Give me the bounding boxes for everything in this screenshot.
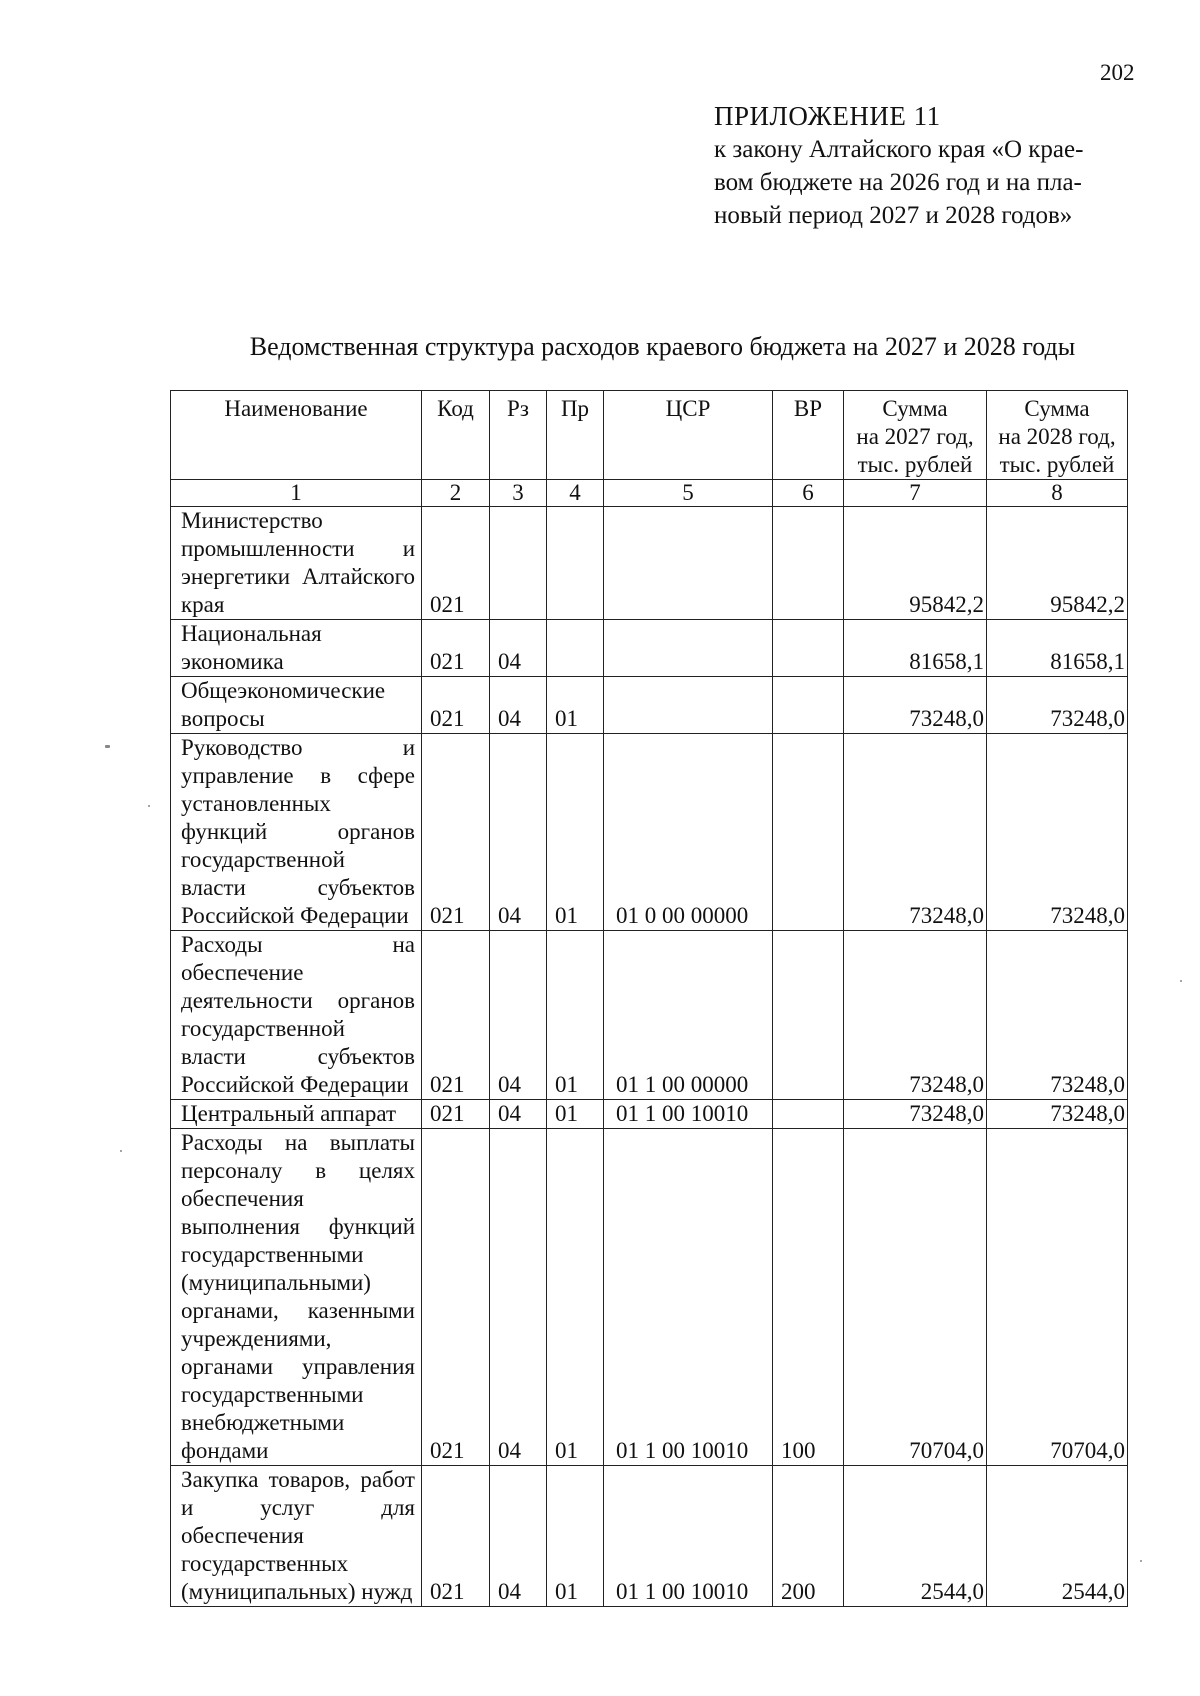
row-sum-2027: 73248,0 (844, 1100, 987, 1129)
appendix-title: ПРИЛОЖЕНИЕ 11 (714, 101, 941, 131)
row-sum-2028: 73248,0 (987, 931, 1128, 1100)
appendix-line: к закону Алтайского края «О крае- (714, 136, 1084, 163)
row-vr (773, 1100, 844, 1129)
row-code: 021 (422, 507, 490, 620)
row-rz: 04 (490, 677, 547, 734)
row-name: Закупка товаров, работ и услуг для обеспечения государственных (муниципальных) нужд (171, 1466, 422, 1607)
column-number: 5 (604, 480, 773, 507)
row-pr: 01 (547, 1100, 604, 1129)
row-name: Общеэкономические вопросы (171, 677, 422, 734)
row-csr: 01 1 00 10010 (604, 1129, 773, 1466)
column-number: 2 (422, 480, 490, 507)
table-row (171, 677, 1128, 734)
column-number: 8 (987, 480, 1128, 507)
row-rz: 04 (490, 1129, 547, 1466)
row-sum-2027: 2544,0 (844, 1466, 987, 1607)
row-name: Расходы на выплаты персоналу в целях обеспечения выполнения функций государственными (муниципальными) органами, казенными учреждениями, органами управления государственными внебюджетными фондами (171, 1129, 422, 1466)
appendix-line: новый период 2027 и 2028 годов» (714, 202, 1073, 229)
header-name: Наименование (171, 391, 422, 480)
row-rz: 04 (490, 1100, 547, 1129)
column-number: 6 (773, 480, 844, 507)
row-name: Руководство и управление в сфере установленных функций органов государственной власти субъектов Российской Федерации (171, 734, 422, 931)
row-vr (773, 677, 844, 734)
column-number: 3 (490, 480, 547, 507)
page-number: 202 (1100, 60, 1135, 85)
row-sum-2028: 70704,0 (987, 1129, 1128, 1466)
row-csr (604, 507, 773, 620)
table-row (171, 1129, 1128, 1466)
row-sum-2027: 73248,0 (844, 677, 987, 734)
table-row (171, 1100, 1128, 1129)
header-sum-2028 (987, 391, 1128, 480)
row-name: Министерство промышленности и энергетики Алтайского края (171, 507, 422, 620)
header-rz: Рз (490, 391, 547, 480)
header-sum-2028-line: Сумма (1024, 396, 1090, 421)
column-number: 7 (844, 480, 987, 507)
row-csr: 01 1 00 10010 (604, 1466, 773, 1607)
column-number: 1 (171, 480, 422, 507)
row-sum-2027: 73248,0 (844, 734, 987, 931)
scan-speck (1140, 1560, 1142, 1562)
row-rz (490, 507, 547, 620)
header-code: Код (422, 391, 490, 480)
header-sum-2027-line: тыс. рублей (857, 452, 973, 477)
row-rz: 04 (490, 620, 547, 677)
scan-speck (1180, 980, 1182, 982)
header-sum-2027-line: на 2027 год, (856, 424, 974, 449)
row-code: 021 (422, 1466, 490, 1607)
scan-speck (148, 805, 150, 807)
row-pr: 01 (547, 1129, 604, 1466)
header-sum-2028-line: на 2028 год, (998, 424, 1116, 449)
row-csr: 01 1 00 10010 (604, 1100, 773, 1129)
header-vr: ВР (773, 391, 844, 480)
row-sum-2028: 95842,2 (987, 507, 1128, 620)
row-pr: 01 (547, 734, 604, 931)
row-vr: 100 (773, 1129, 844, 1466)
row-sum-2027: 95842,2 (844, 507, 987, 620)
row-sum-2027: 73248,0 (844, 931, 987, 1100)
row-vr: 200 (773, 1466, 844, 1607)
header-row (171, 391, 1128, 480)
table-row (171, 1466, 1128, 1607)
row-sum-2027: 70704,0 (844, 1129, 987, 1466)
header-sum-2027 (844, 391, 987, 480)
row-csr (604, 620, 773, 677)
row-vr (773, 734, 844, 931)
budget-table (170, 390, 1128, 1607)
row-code: 021 (422, 931, 490, 1100)
row-code: 021 (422, 677, 490, 734)
appendix-line: вом бюджете на 2026 год и на пла- (714, 169, 1082, 196)
row-pr: 01 (547, 1466, 604, 1607)
row-pr (547, 507, 604, 620)
row-sum-2028: 81658,1 (987, 620, 1128, 677)
row-pr: 01 (547, 677, 604, 734)
row-code: 021 (422, 1100, 490, 1129)
row-csr (604, 677, 773, 734)
row-rz: 04 (490, 931, 547, 1100)
row-name: Расходы на обеспечение деятельности органов государственной власти субъектов Российской Федерации (171, 931, 422, 1100)
row-vr (773, 620, 844, 677)
row-sum-2028: 73248,0 (987, 734, 1128, 931)
row-code: 021 (422, 1129, 490, 1466)
row-rz: 04 (490, 1466, 547, 1607)
header-sum-2028-line: тыс. рублей (999, 452, 1115, 477)
row-code: 021 (422, 620, 490, 677)
row-vr (773, 507, 844, 620)
column-number-row (171, 480, 1128, 507)
column-number: 4 (547, 480, 604, 507)
appendix-block (714, 100, 1154, 232)
row-rz: 04 (490, 734, 547, 931)
row-sum-2028: 2544,0 (987, 1466, 1128, 1607)
table-row (171, 507, 1128, 620)
document-title: Ведомственная структура расходов краевого бюджета на 2027 и 2028 годы (249, 332, 1076, 361)
row-csr: 01 0 00 00000 (604, 734, 773, 931)
scan-speck (105, 745, 110, 748)
row-code: 021 (422, 734, 490, 931)
row-sum-2028: 73248,0 (987, 677, 1128, 734)
header-csr: ЦСР (604, 391, 773, 480)
table-row (171, 620, 1128, 677)
row-sum-2028: 73248,0 (987, 1100, 1128, 1129)
table-row (171, 931, 1128, 1100)
row-name: Центральный аппарат (171, 1100, 422, 1129)
row-pr: 01 (547, 931, 604, 1100)
row-csr: 01 1 00 00000 (604, 931, 773, 1100)
row-vr (773, 931, 844, 1100)
header-sum-2027-line: Сумма (882, 396, 948, 421)
row-pr (547, 620, 604, 677)
table-row (171, 734, 1128, 931)
header-pr: Пр (547, 391, 604, 480)
scan-speck (120, 1150, 122, 1152)
row-sum-2027: 81658,1 (844, 620, 987, 677)
row-name: Национальная экономика (171, 620, 422, 677)
